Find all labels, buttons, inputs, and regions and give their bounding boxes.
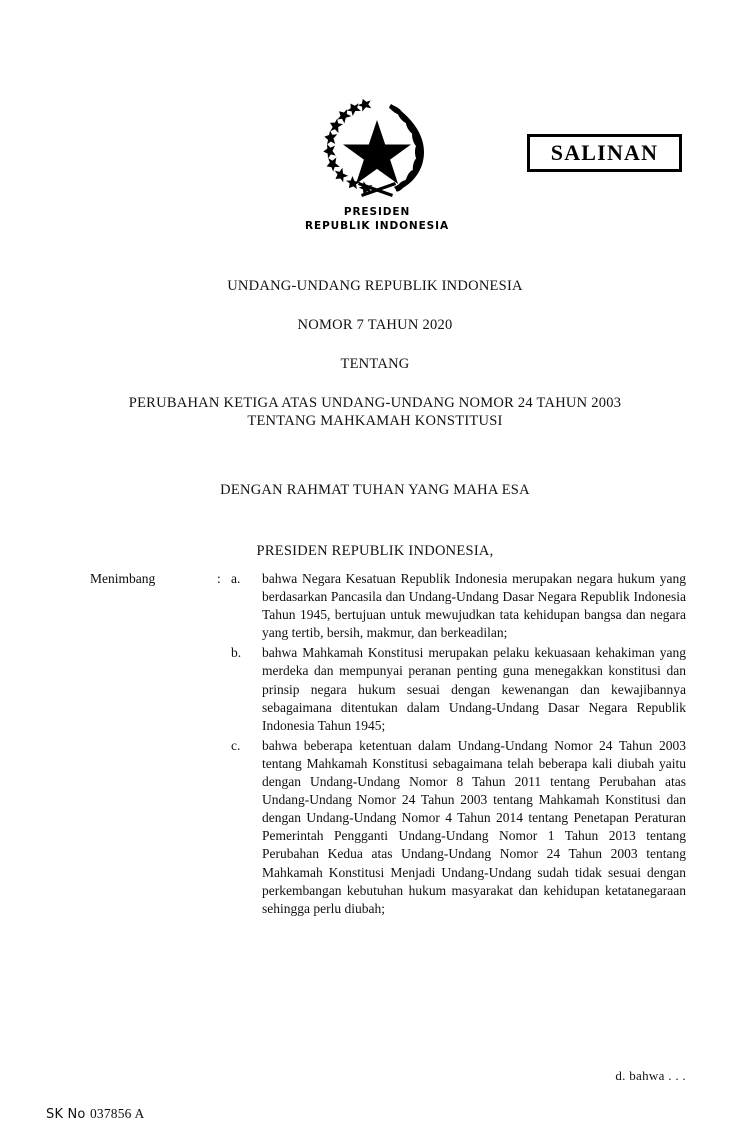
title-line-invocation: DENGAN RAHMAT TUHAN YANG MAHA ESA: [220, 482, 530, 498]
emblem-caption-line-1: PRESIDEN: [343, 206, 411, 218]
consideration-item-a: [231, 570, 686, 642]
consideration-text-b: bahwa Mahkamah Konstitusi merupakan pelaku kekuasaan kehakiman yang merdeka dan mempunyai peranan penting guna menegakkan konstitusi dan prinsip negara hukum sesuai dengan kewenangan dan kewajibannya sebagaimana ditentukan dalam Undang-Undang Dasar Negara Republik Indonesia Tahun 1945;: [262, 645, 686, 733]
sk-number: [46, 1106, 144, 1122]
page-catchword: d. bahwa . . .: [615, 1068, 686, 1083]
consideration-text-a: bahwa Negara Kesatuan Republik Indonesia merupakan negara hukum yang berdasarkan Pancasila dan Undang-Undang Dasar Negara Republik Indonesia Tahun 1945, bertujuan untuk mewujudkan tata kehidupan bangsa dan negara yang tertib, bersih, makmur, dan berkeadilan;: [262, 571, 686, 641]
salinan-stamp: [527, 134, 682, 172]
presidential-emblem-block: [247, 98, 507, 233]
consideration-marker-c: c.: [231, 737, 241, 753]
title-line-number: NOMOR 7 TAHUN 2020: [297, 317, 453, 333]
considerations-clause: [0, 570, 750, 918]
consideration-marker-a: a.: [231, 571, 241, 586]
sk-number-prefix: SK No: [46, 1107, 86, 1122]
title-line-authority: PRESIDEN REPUBLIK INDONESIA,: [256, 543, 494, 559]
emblem-caption-line-2: REPUBLIK INDONESIA: [305, 219, 449, 232]
emblem-caption: [247, 206, 507, 233]
considerations-label: Menimbang: [90, 571, 156, 586]
title-line-subject-2: TENTANG MAHKAMAH KONSTITUSI: [247, 413, 503, 429]
consideration-item-c: [231, 737, 686, 918]
garuda-star-wreath-emblem: [321, 98, 433, 198]
salinan-stamp-label: SALINAN: [550, 140, 659, 165]
consideration-text-c: bahwa beberapa ketentuan dalam Undang-Undang Nomor 24 Tahun 2003 tentang Mahkamah Konstitusi sebagaimana telah beberapa kali diubah yaitu dengan Undang-Undang Nomor 8 Tahun 2011 tentang Perubahan atas Undang-Undang Nomor 24 Tahun 2003 tentang Mahkamah Konstitusi dan dengan Undang-Undang Nomor 4 Tahun 2014 tentang Penetapan Peraturan Pemerintah Pengganti Undang-Undang Nomor 1 Tahun 2013 tentang Perubahan Kedua atas Undang-Undang Nomor 24 Tahun 2003 tentang Mahkamah Konstitusi Menjadi Undang-Undang sudah tidak sesuai dengan perkembangan kebutuhan hukum masyarakat dan kehidupan ketatanegaraan sehingga perlu diubah;: [262, 737, 686, 916]
sk-number-value: 037856 A: [89, 1106, 145, 1121]
document-title-block: [0, 278, 750, 560]
title-line-act-type: UNDANG-UNDANG REPUBLIK INDONESIA: [227, 278, 523, 294]
title-line-tentang: TENTANG: [340, 356, 410, 372]
considerations-colon: :: [217, 571, 221, 586]
consideration-item-b: [231, 644, 686, 734]
considerations-section: [0, 570, 750, 918]
consideration-marker-b: b.: [231, 645, 242, 661]
title-line-subject-1: PERUBAHAN KETIGA ATAS UNDANG-UNDANG NOMOR 24 TAHUN 2003: [128, 395, 622, 411]
